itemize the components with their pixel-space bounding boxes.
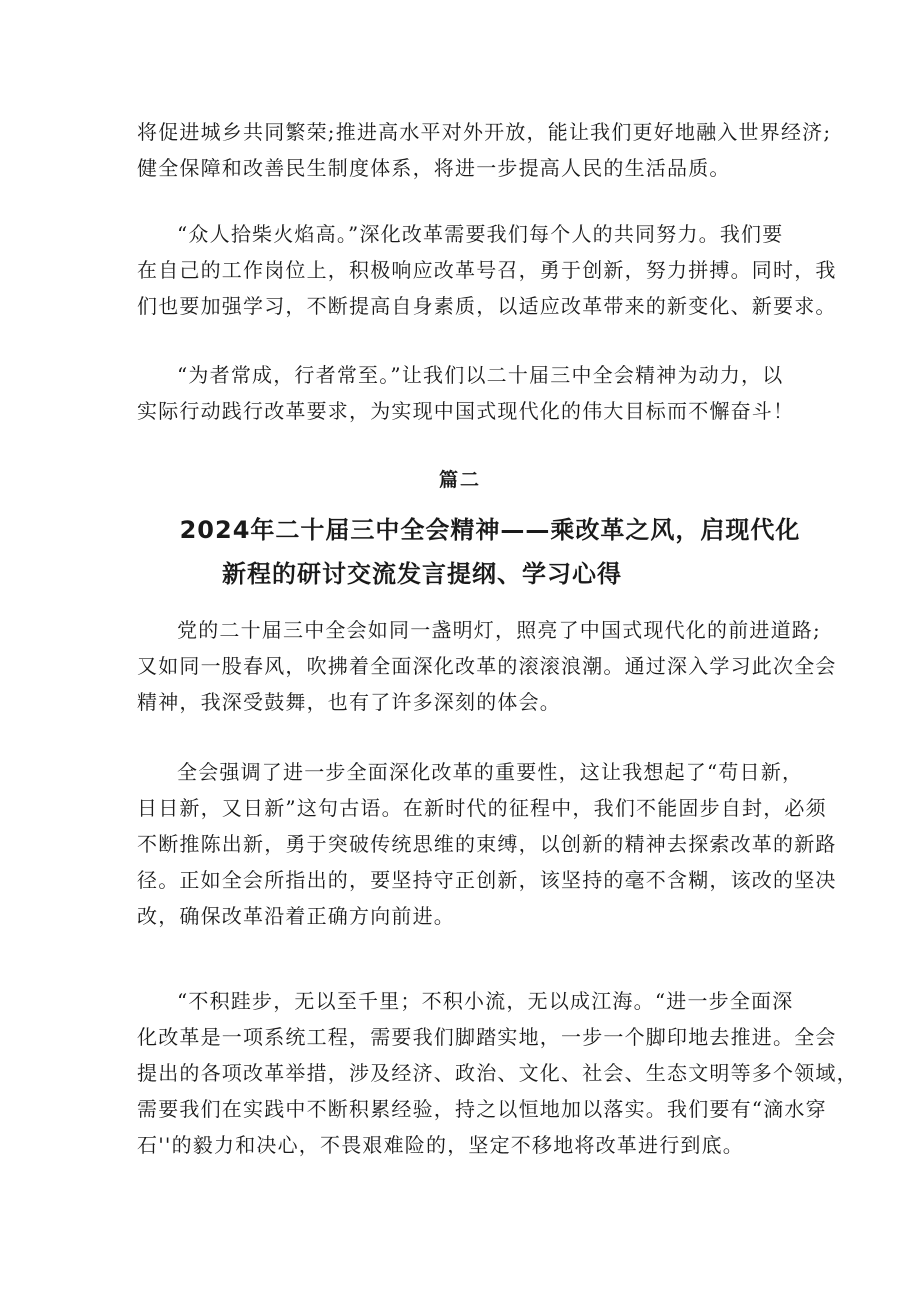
text-line: 在自己的工作岗位上，积极响应改革号召，勇于创新，努力拼搏。同时，我	[137, 258, 837, 282]
section-heading: 篇二	[438, 469, 481, 491]
text-line: 将促进城乡共同繁荣;推进高水平对外开放，能让我们更好地融入世界经济;	[137, 120, 832, 144]
document-title	[150, 508, 810, 596]
text-line: 需要我们在实践中不断积累经验，持之以恒地加以落实。我们要有“滴水穿	[137, 1097, 827, 1121]
text-line: 径。正如全会所指出的，要坚持守正创新，该坚持的毫不含糊，该改的坚决	[137, 868, 837, 892]
title-line-2: 新程的研讨交流发言提纲、学习心得	[222, 560, 622, 588]
text-line: 健全保障和改善民生制度体系，将进一步提高人民的生活品质。	[137, 156, 731, 180]
text-line: 石''的毅力和决心，不畏艰难险的，坚定不移地将改革进行到底。	[137, 1133, 744, 1157]
text-line: 精神，我深受鼓舞，也有了许多深刻的体会。	[137, 690, 561, 714]
paragraph-innovation	[137, 754, 837, 934]
paragraph-plenum-intro	[137, 612, 837, 720]
text-line: 党的二十届三中全会如同一盏明灯，照亮了中国式现代化的前进道路;	[177, 618, 821, 642]
paragraph-systematic-reform	[137, 983, 858, 1163]
text-line: 日日新，又日新”这句古语。在新时代的征程中，我们不能固步自封，必须	[137, 796, 827, 820]
text-line: 提出的各项改革举措，涉及经济、政治、文化、社会、生态文明等多个领域，	[137, 1061, 858, 1085]
paragraph-call-to-action	[137, 357, 793, 429]
text-line: “不积跬步，无以至千里；不积小流，无以成江海。“进一步全面深	[177, 989, 794, 1013]
text-line: “众人拾柴火焰高。”深化改革需要我们每个人的共同努力。我们要	[177, 222, 784, 246]
paragraph-reform-benefits	[137, 114, 832, 186]
text-line: 不断推陈出新，勇于突破传统思维的束缚，以创新的精神去探索改革的新路	[137, 832, 837, 856]
text-line: “为者常成，行者常至。”让我们以二十届三中全会精神为动力，以	[177, 363, 784, 387]
paragraph-joint-effort	[137, 216, 837, 324]
text-line: 又如同一股春风，吹拂着全面深化改革的滚滚浪潮。通过深入学习此次全会	[137, 654, 837, 678]
text-line: 实际行动践行改革要求，为实现中国式现代化的伟大目标而不懈奋斗！	[137, 399, 795, 423]
title-line-1: 2024年二十届三中全会精神——乘改革之风，启现代化	[179, 516, 801, 544]
text-line: 改，确保改革沿着正确方向前进。	[137, 904, 455, 928]
text-line: 们也要加强学习，不断提高自身素质，以适应改革带来的新变化、新要求。	[137, 294, 837, 318]
text-line: 全会强调了进一步全面深化改革的重要性，这让我想起了“苟日新，	[177, 760, 804, 784]
text-line: 化改革是一项系统工程，需要我们脚踏实地，一步一个脚印地去推进。全会	[137, 1025, 837, 1049]
